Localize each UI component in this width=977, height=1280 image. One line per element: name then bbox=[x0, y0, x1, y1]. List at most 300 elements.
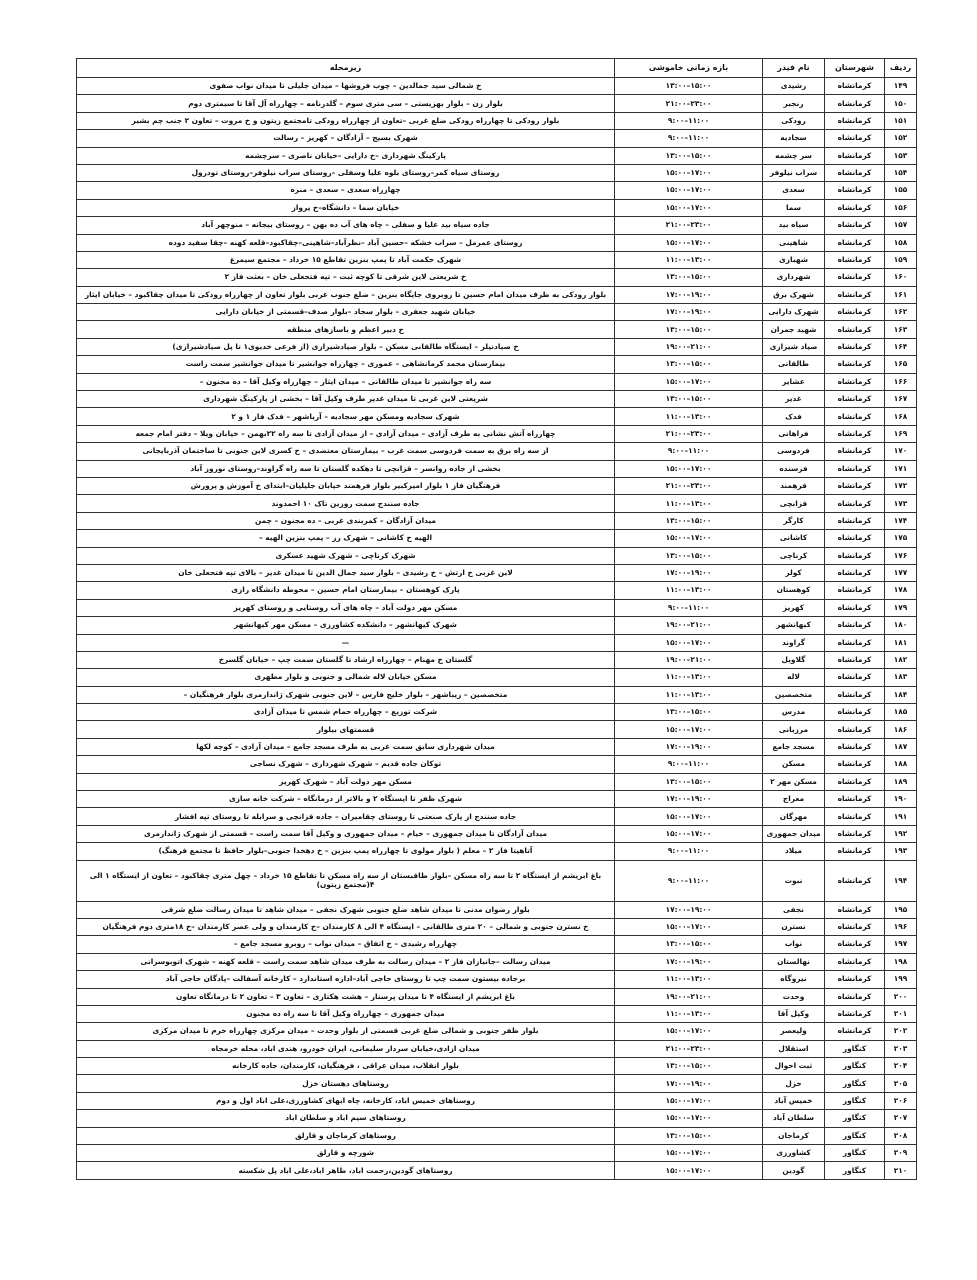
area-cell: روستای عمرمل – سراب خشکه –حسین آباد –نظرآباد–شاهینی–چقاکبود–قلعه کهنه –چقا سفید دوده bbox=[77, 234, 615, 251]
area-cell: شهرک بسیج – آزادگان – کهریز – رسالت bbox=[77, 130, 615, 147]
time-range-cell: ۱۵:۰۰–۱۷:۰۰ bbox=[615, 721, 763, 738]
city-cell: کرمانشاه bbox=[825, 356, 885, 373]
table-row bbox=[77, 738, 917, 755]
row-number-cell: ۱۷۱ bbox=[885, 460, 917, 477]
city-cell: کرمانشاه bbox=[825, 286, 885, 303]
time-range-cell: ۱۵:۰۰–۱۷:۰۰ bbox=[615, 460, 763, 477]
time-range-cell: ۱۵:۰۰–۱۷:۰۰ bbox=[615, 373, 763, 390]
row-number-cell: ۱۹۴ bbox=[885, 860, 917, 901]
feeder-cell: رشیدی bbox=[763, 78, 825, 95]
time-range-cell: ۹:۰۰–۱۱:۰۰ bbox=[615, 130, 763, 147]
time-range-cell: ۱۱:۰۰–۱۳:۰۰ bbox=[615, 971, 763, 988]
city-cell: کرمانشاه bbox=[825, 808, 885, 825]
table-row bbox=[77, 199, 917, 216]
time-range-cell: ۹:۰۰–۱۱:۰۰ bbox=[615, 599, 763, 616]
time-range-cell: ۱۹:۰۰–۲۱:۰۰ bbox=[615, 338, 763, 355]
area-cell: شهرک حکمت آباد تا پمپ بنزین تقاطع ۱۵ خرداد – مجتمع سیمرغ bbox=[77, 251, 615, 268]
city-cell: کرمانشاه bbox=[825, 164, 885, 181]
city-cell: کنگاور bbox=[825, 1145, 885, 1162]
time-range-cell: ۱۱:۰۰–۱۳:۰۰ bbox=[615, 582, 763, 599]
city-cell: کرمانشاه bbox=[825, 669, 885, 686]
area-cell: بلوار ظفر جنوبی و شمالی ضلع غربی قسمتی از بلوار وحدت – میدان مرکزی چهارراه خرم تا میدان مرکزی bbox=[77, 1023, 615, 1040]
table-row bbox=[77, 495, 917, 512]
row-number-cell: ۱۶۹ bbox=[885, 425, 917, 442]
city-cell: کنگاور bbox=[825, 1040, 885, 1057]
area-cell: مسکن خیابان لاله شمالی و جنوبی و بلوار مطهری bbox=[77, 669, 615, 686]
city-cell: کرمانشاه bbox=[825, 408, 885, 425]
area-cell: توکان جاده قدیم – شهرک شهرداری – شهرک نساجی bbox=[77, 756, 615, 773]
time-range-cell: ۱۵:۰۰–۱۷:۰۰ bbox=[615, 199, 763, 216]
city-cell: کرمانشاه bbox=[825, 825, 885, 842]
feeder-cell: فرهمند bbox=[763, 477, 825, 494]
city-cell: کرمانشاه bbox=[825, 512, 885, 529]
time-range-cell: ۱۱:۰۰–۱۳:۰۰ bbox=[615, 1005, 763, 1022]
area-cell: میدان آزادگان – کمربندی غربی – ده مجنون – چمن bbox=[77, 512, 615, 529]
city-cell: کرمانشاه bbox=[825, 704, 885, 721]
row-number-cell: ۱۷۸ bbox=[885, 582, 917, 599]
table-row bbox=[77, 773, 917, 790]
time-range-cell: ۱۳:۰۰–۱۵:۰۰ bbox=[615, 391, 763, 408]
row-number-cell: ۱۷۵ bbox=[885, 530, 917, 547]
row-number-cell: ۱۶۷ bbox=[885, 391, 917, 408]
area-cell: شهرک سجادیه ومسکن مهر سجادیه – آریاشهر – فدک فاز ۱ و ۲ bbox=[77, 408, 615, 425]
row-number-cell: ۱۵۷ bbox=[885, 217, 917, 234]
feeder-cell: سراب نیلوفر bbox=[763, 164, 825, 181]
row-number-cell: ۱۵۵ bbox=[885, 182, 917, 199]
time-range-cell: ۱۵:۰۰–۱۷:۰۰ bbox=[615, 1110, 763, 1127]
feeder-cell: شهید جمران bbox=[763, 321, 825, 338]
table-row bbox=[77, 391, 917, 408]
feeder-cell: شهرداری bbox=[763, 269, 825, 286]
area-cell: میدان رسالت –جانبازان فاز ۲ – میدان رسالت به طرف میدان شاهد سمت راست – قلعه کهنه – شهرک اتوبوسرانی bbox=[77, 953, 615, 970]
table-row bbox=[77, 1040, 917, 1057]
table-row bbox=[77, 147, 917, 164]
area-cell: متخصصین – زیباشهر – بلوار خلیج فارس – لاین جنوبی شهرک ژاندارمری بلوار فرهنگیان – bbox=[77, 686, 615, 703]
city-cell: کرمانشاه bbox=[825, 721, 885, 738]
feeder-cell: کرناچی bbox=[763, 547, 825, 564]
area-cell: میدان آزادگان تا میدان جمهوری – خیام – میدان جمهوری و وکیل آقا سمت راست – قسمتی از شهرک ژاندارمری bbox=[77, 825, 615, 842]
time-range-cell: ۱۱:۰۰–۱۳:۰۰ bbox=[615, 495, 763, 512]
area-cell: بلوار زن – بلوار بهزیستی – سی متری سوم – گلدرنامه – چهارراه آل آقا تا سیمتری دوم bbox=[77, 95, 615, 112]
area-cell: خ نسترن جنوبی و شمالی – ۲۰ متری طالقانی – ایستگاه ۴ الی ۸ کارمندان –خ کارمندان و ولی عصر کارمندان –خ ۱۸متری دوم فرهنگیان bbox=[77, 918, 615, 935]
time-range-cell: ۱۳:۰۰–۱۵:۰۰ bbox=[615, 1127, 763, 1144]
row-number-cell: ۱۶۶ bbox=[885, 373, 917, 390]
table-row bbox=[77, 988, 917, 1005]
time-range-cell: ۱۵:۰۰–۱۷:۰۰ bbox=[615, 530, 763, 547]
feeder-cell: مسکن bbox=[763, 756, 825, 773]
time-range-cell: ۱۹:۰۰–۲۱:۰۰ bbox=[615, 988, 763, 1005]
feeder-cell: وحدت bbox=[763, 988, 825, 1005]
row-number-cell: ۱۶۳ bbox=[885, 321, 917, 338]
time-range-cell: ۲۱:۰۰–۲۳:۰۰ bbox=[615, 95, 763, 112]
area-cell: باغ ابریشم از ایستگاه ۲ تا سه راه مسکن –بلوار طاقبستان از سه راه مسکن تا تقاطع ۱۵ خرداد – چهل متری چقاکبود – تعاون از ایستگاه ۱ الی ۴(مجتمع زیتون) bbox=[77, 860, 615, 901]
row-number-cell: ۱۵۴ bbox=[885, 164, 917, 181]
area-cell: روستاهای خمیس اباد، کارخانه، چاه ابهای کشاورزی،علی اباد اول و دوم bbox=[77, 1092, 615, 1109]
time-range-cell: ۹:۰۰–۱۱:۰۰ bbox=[615, 860, 763, 901]
row-number-cell: ۱۸۶ bbox=[885, 721, 917, 738]
table-row bbox=[77, 234, 917, 251]
area-cell: فرهنگیان فاز ۱ بلوار امیرکبیر بلوار فرهمند خیابان جلیلیان–ابتدای خ آموزش و پرورش bbox=[77, 477, 615, 494]
row-number-cell: ۱۵۶ bbox=[885, 199, 917, 216]
time-range-cell: ۹:۰۰–۱۱:۰۰ bbox=[615, 843, 763, 860]
row-number-cell: ۱۹۳ bbox=[885, 843, 917, 860]
area-cell: جاده سنندج از پارک صنعتی تا روستای چقامیران – جاده قزانچی و سرابله تا روستای تپه افشار bbox=[77, 808, 615, 825]
table-row bbox=[77, 112, 917, 129]
area-cell: روستاهای دهستان خزل bbox=[77, 1075, 615, 1092]
feeder-cell: ثبت احوال bbox=[763, 1058, 825, 1075]
area-cell: شهرک ظفر تا ایستگاه ۲ و بالاتر از درمانگاه – شرکت خانه سازی bbox=[77, 791, 615, 808]
area-cell: روستاهای کرماجان و قارلق bbox=[77, 1127, 615, 1144]
city-cell: کرمانشاه bbox=[825, 95, 885, 112]
area-cell: پارک کوهستان – بیمارستان امام حسین – محوطه دانشگاه رازی bbox=[77, 582, 615, 599]
row-number-cell: ۱۹۸ bbox=[885, 953, 917, 970]
city-cell: کرمانشاه bbox=[825, 443, 885, 460]
time-range-cell: ۱۳:۰۰–۱۵:۰۰ bbox=[615, 147, 763, 164]
table-row bbox=[77, 756, 917, 773]
row-number-cell: ۱۸۳ bbox=[885, 669, 917, 686]
time-range-cell: ۱۳:۰۰–۱۵:۰۰ bbox=[615, 1058, 763, 1075]
outage-schedule-sheet bbox=[76, 58, 916, 1180]
feeder-cell: نهالستان bbox=[763, 953, 825, 970]
city-cell: کرمانشاه bbox=[825, 756, 885, 773]
area-cell: خ دبیر اعظم و باسازهای منطقه bbox=[77, 321, 615, 338]
time-range-cell: ۹:۰۰–۱۱:۰۰ bbox=[615, 112, 763, 129]
row-number-cell: ۱۷۴ bbox=[885, 512, 917, 529]
feeder-cell: نسترن bbox=[763, 918, 825, 935]
table-row bbox=[77, 78, 917, 95]
time-range-cell: ۹:۰۰–۱۱:۰۰ bbox=[615, 443, 763, 460]
feeder-cell: نجفی bbox=[763, 901, 825, 918]
feeder-cell: معراج bbox=[763, 791, 825, 808]
time-range-cell: ۲۱:۰۰–۲۳:۰۰ bbox=[615, 477, 763, 494]
city-cell: کرمانشاه bbox=[825, 634, 885, 651]
feeder-cell: گودین bbox=[763, 1162, 825, 1179]
row-number-cell: ۱۴۹ bbox=[885, 78, 917, 95]
area-cell: بیمارستان محمد کرمانشاهی – عموری – چهارراه جوانشیر تا میدان جوانشیر سمت راست bbox=[77, 356, 615, 373]
city-cell: کرمانشاه bbox=[825, 78, 885, 95]
feeder-cell: شهبازی bbox=[763, 251, 825, 268]
time-range-cell: ۱۹:۰۰–۲۱:۰۰ bbox=[615, 651, 763, 668]
row-number-cell: ۱۵۳ bbox=[885, 147, 917, 164]
city-cell: کرمانشاه bbox=[825, 651, 885, 668]
time-range-cell: ۱۱:۰۰–۱۳:۰۰ bbox=[615, 251, 763, 268]
area-cell: مسکن مهر دولت آباد – شهرک کهریز bbox=[77, 773, 615, 790]
city-cell: کرمانشاه bbox=[825, 477, 885, 494]
time-range-cell: ۱۳:۰۰–۱۵:۰۰ bbox=[615, 78, 763, 95]
area-cell: جاده سیاه بید علیا و سفلی – چاه های آب ده بهن – روستای بیجانه – منوچهر آباد bbox=[77, 217, 615, 234]
city-cell: کنگاور bbox=[825, 1058, 885, 1075]
table-row bbox=[77, 634, 917, 651]
row-number-cell: ۱۹۲ bbox=[885, 825, 917, 842]
feeder-cell: میلاد bbox=[763, 843, 825, 860]
table-row bbox=[77, 460, 917, 477]
feeder-cell: فدک bbox=[763, 408, 825, 425]
header-feeder: نام فیدر bbox=[763, 59, 825, 78]
feeder-cell: مهرگان bbox=[763, 808, 825, 825]
feeder-cell: لاله bbox=[763, 669, 825, 686]
feeder-cell: نواب bbox=[763, 936, 825, 953]
city-cell: کرمانشاه bbox=[825, 251, 885, 268]
area-cell: بلوار رودکی به طرف میدان امام حسین تا روبروی جایگاه بنزین – ضلع جنوب غربی بلوار تعاون از چهارراه رودکی تا میدان چقاکبود – خیابان ایثار bbox=[77, 286, 615, 303]
area-cell: چهارراه آتش نشانی به طرف آزادی – میدان آزادی – از میدان آزادی تا سه راه ۲۲بهمن – خیابان ویلا – دفتر امام جمعه bbox=[77, 425, 615, 442]
table-row bbox=[77, 825, 917, 842]
area-cell: شرکت توزیع – چهارراه حمام شمس تا میدان آزادی bbox=[77, 704, 615, 721]
time-range-cell: ۱۷:۰۰–۱۹:۰۰ bbox=[615, 791, 763, 808]
table-row bbox=[77, 425, 917, 442]
table-row bbox=[77, 1092, 917, 1109]
feeder-cell: مسکن مهر ۲ bbox=[763, 773, 825, 790]
time-range-cell: ۱۳:۰۰–۱۵:۰۰ bbox=[615, 356, 763, 373]
table-row bbox=[77, 251, 917, 268]
row-number-cell: ۱۷۶ bbox=[885, 547, 917, 564]
header-row-number: ردیف bbox=[885, 59, 917, 78]
table-row bbox=[77, 1145, 917, 1162]
city-cell: کرمانشاه bbox=[825, 918, 885, 935]
feeder-cell: فرسنده bbox=[763, 460, 825, 477]
table-row bbox=[77, 791, 917, 808]
outage-table bbox=[76, 58, 917, 1180]
time-range-cell: ۱۵:۰۰–۱۷:۰۰ bbox=[615, 182, 763, 199]
city-cell: کرمانشاه bbox=[825, 1005, 885, 1022]
time-range-cell: ۱۷:۰۰–۱۹:۰۰ bbox=[615, 564, 763, 581]
table-row bbox=[77, 182, 917, 199]
row-number-cell: ۱۸۰ bbox=[885, 617, 917, 634]
table-row bbox=[77, 1058, 917, 1075]
row-number-cell: ۱۵۲ bbox=[885, 130, 917, 147]
table-row bbox=[77, 901, 917, 918]
feeder-cell: قزانچی bbox=[763, 495, 825, 512]
city-cell: کرمانشاه bbox=[825, 843, 885, 860]
feeder-cell: خمیس آباد bbox=[763, 1092, 825, 1109]
time-range-cell: ۱۵:۰۰–۱۷:۰۰ bbox=[615, 808, 763, 825]
row-number-cell: ۱۹۷ bbox=[885, 936, 917, 953]
time-range-cell: ۱۵:۰۰–۱۷:۰۰ bbox=[615, 1145, 763, 1162]
table-row bbox=[77, 1023, 917, 1040]
table-row bbox=[77, 686, 917, 703]
header-area: زیرمحله bbox=[77, 59, 615, 78]
row-number-cell: ۱۶۰ bbox=[885, 269, 917, 286]
table-row bbox=[77, 512, 917, 529]
table-body bbox=[77, 78, 917, 1180]
table-row bbox=[77, 669, 917, 686]
time-range-cell: ۱۹:۰۰–۲۱:۰۰ bbox=[615, 617, 763, 634]
time-range-cell: ۱۱:۰۰–۱۳:۰۰ bbox=[615, 669, 763, 686]
city-cell: کرمانشاه bbox=[825, 936, 885, 953]
city-cell: کنگاور bbox=[825, 1075, 885, 1092]
table-row bbox=[77, 953, 917, 970]
city-cell: کرمانشاه bbox=[825, 130, 885, 147]
table-row bbox=[77, 564, 917, 581]
row-number-cell: ۱۷۰ bbox=[885, 443, 917, 460]
city-cell: کرمانشاه bbox=[825, 495, 885, 512]
table-row bbox=[77, 918, 917, 935]
city-cell: کرمانشاه bbox=[825, 321, 885, 338]
time-range-cell: ۱۳:۰۰–۱۵:۰۰ bbox=[615, 936, 763, 953]
feeder-cell: گراوند bbox=[763, 634, 825, 651]
area-cell: بلوار رودکی تا چهارراه رودکی ضلع غربی –تعاون از چهارراه رودکی تامجتمع زیتون و خ مروت – تعاون ۲ جنب چم بشیر bbox=[77, 112, 615, 129]
header-time: بازه زمانی خاموشی bbox=[615, 59, 763, 78]
area-cell: شهرک کیهانشهر – دانشکده کشاورزی – مسکن مهر کیهانشهر bbox=[77, 617, 615, 634]
row-number-cell: ۱۷۹ bbox=[885, 599, 917, 616]
feeder-cell: استقلال bbox=[763, 1040, 825, 1057]
row-number-cell: ۱۹۰ bbox=[885, 791, 917, 808]
city-cell: کرمانشاه bbox=[825, 738, 885, 755]
row-number-cell: ۱۸۴ bbox=[885, 686, 917, 703]
feeder-cell: سما bbox=[763, 199, 825, 216]
time-range-cell: ۱۵:۰۰–۱۷:۰۰ bbox=[615, 634, 763, 651]
time-range-cell: ۱۵:۰۰–۱۷:۰۰ bbox=[615, 918, 763, 935]
row-number-cell: ۱۵۸ bbox=[885, 234, 917, 251]
area-cell: باغ ابریشم از ایستگاه ۴ تا میدان پرستار – هشت هکتاری – تعاون ۳ – تعاون ۲ تا درمانگاه تعاون bbox=[77, 988, 615, 1005]
area-cell: شهرک کرناچی – شهرک شهید عسکری bbox=[77, 547, 615, 564]
feeder-cell: مرزبانی bbox=[763, 721, 825, 738]
feeder-cell: کارگر bbox=[763, 512, 825, 529]
feeder-cell: شهرک برق bbox=[763, 286, 825, 303]
feeder-cell: مدرس bbox=[763, 704, 825, 721]
city-cell: کرمانشاه bbox=[825, 599, 885, 616]
area-cell: جاده سنندج سمت روزین تاک ۱۰ احمدوند bbox=[77, 495, 615, 512]
table-row bbox=[77, 1110, 917, 1127]
time-range-cell: ۱۳:۰۰–۱۵:۰۰ bbox=[615, 773, 763, 790]
feeder-cell: سیاه بید bbox=[763, 217, 825, 234]
table-row bbox=[77, 547, 917, 564]
area-cell: میدان شهرداری سابق سمت غربی به طرف مسجد جامع – میدان آزادی – کوچه لکها bbox=[77, 738, 615, 755]
row-number-cell: ۱۶۵ bbox=[885, 356, 917, 373]
row-number-cell: ۲۰۶ bbox=[885, 1092, 917, 1109]
city-cell: کرمانشاه bbox=[825, 530, 885, 547]
table-row bbox=[77, 860, 917, 901]
area-cell: شریعتی لاین غربی تا میدان غدیر طرف وکیل آقا – بخشی از پارکینگ شهرداری bbox=[77, 391, 615, 408]
row-number-cell: ۲۰۹ bbox=[885, 1145, 917, 1162]
time-range-cell: ۱۳:۰۰–۱۵:۰۰ bbox=[615, 269, 763, 286]
area-cell: میدان جمهوری – چهارراه وکیل آقا تا سه راه ده مجنون bbox=[77, 1005, 615, 1022]
feeder-cell: طالقانی bbox=[763, 356, 825, 373]
city-cell: کرمانشاه bbox=[825, 971, 885, 988]
table-row bbox=[77, 1162, 917, 1179]
row-number-cell: ۱۸۷ bbox=[885, 738, 917, 755]
feeder-cell: سر چشمه bbox=[763, 147, 825, 164]
city-cell: کرمانشاه bbox=[825, 217, 885, 234]
area-cell: گلستان خ مهنام – چهارراه ارشاد تا گلستان سمت چپ – خیابان گلسرخ bbox=[77, 651, 615, 668]
city-cell: کرمانشاه bbox=[825, 686, 885, 703]
row-number-cell: ۱۶۴ bbox=[885, 338, 917, 355]
table-row bbox=[77, 843, 917, 860]
area-cell: بخشی از جاده روانسر – قزانچی تا دهکده گلستان تا سه راه گراوند–روستای نوروز آباد bbox=[77, 460, 615, 477]
row-number-cell: ۱۵۹ bbox=[885, 251, 917, 268]
table-row bbox=[77, 164, 917, 181]
row-number-cell: ۲۰۴ bbox=[885, 1058, 917, 1075]
row-number-cell: ۱۸۲ bbox=[885, 651, 917, 668]
area-cell: خ شریعتی لاین شرقی تا کوچه ثبت – تپه فتحعلی خان – بعثت فاز ۲ bbox=[77, 269, 615, 286]
table-row bbox=[77, 617, 917, 634]
feeder-cell: کیهانشهر bbox=[763, 617, 825, 634]
row-number-cell: ۱۶۲ bbox=[885, 304, 917, 321]
city-cell: کرمانشاه bbox=[825, 860, 885, 901]
row-number-cell: ۲۰۱ bbox=[885, 1005, 917, 1022]
table-row bbox=[77, 530, 917, 547]
table-row bbox=[77, 936, 917, 953]
city-cell: کرمانشاه bbox=[825, 791, 885, 808]
city-cell: کنگاور bbox=[825, 1092, 885, 1109]
city-cell: کنگاور bbox=[825, 1110, 885, 1127]
area-cell: بلوار رضوان مدنی تا میدان شاهد ضلع جنوبی شهرک نجفی – میدان شاهد تا میدان رسالت ضلع شرقی bbox=[77, 901, 615, 918]
feeder-cell: کشاورزی bbox=[763, 1145, 825, 1162]
feeder-cell: سلطان آباد bbox=[763, 1110, 825, 1127]
table-row bbox=[77, 1005, 917, 1022]
table-row bbox=[77, 1127, 917, 1144]
time-range-cell: ۱۵:۰۰–۱۷:۰۰ bbox=[615, 825, 763, 842]
table-row bbox=[77, 321, 917, 338]
time-range-cell: ۲۱:۰۰–۲۳:۰۰ bbox=[615, 217, 763, 234]
feeder-cell: میدان جمهوری bbox=[763, 825, 825, 842]
row-number-cell: ۱۹۶ bbox=[885, 918, 917, 935]
row-number-cell: ۱۹۱ bbox=[885, 808, 917, 825]
area-cell: الهیه خ کاشانی – شهرک رز – پمپ بنزین الهیه – bbox=[77, 530, 615, 547]
table-row bbox=[77, 477, 917, 494]
feeder-cell: مسجد جامع bbox=[763, 738, 825, 755]
city-cell: کرمانشاه bbox=[825, 269, 885, 286]
row-number-cell: ۱۸۸ bbox=[885, 756, 917, 773]
table-row bbox=[77, 373, 917, 390]
table-row bbox=[77, 582, 917, 599]
table-row bbox=[77, 304, 917, 321]
time-range-cell: ۱۷:۰۰–۱۹:۰۰ bbox=[615, 738, 763, 755]
time-range-cell: ۲۱:۰۰–۲۳:۰۰ bbox=[615, 1040, 763, 1057]
table-row bbox=[77, 95, 917, 112]
feeder-cell: فراهانی bbox=[763, 425, 825, 442]
row-number-cell: ۱۶۸ bbox=[885, 408, 917, 425]
city-cell: کرمانشاه bbox=[825, 460, 885, 477]
feeder-cell: نیروگاه bbox=[763, 971, 825, 988]
row-number-cell: ۱۷۳ bbox=[885, 495, 917, 512]
feeder-cell: کولر bbox=[763, 564, 825, 581]
row-number-cell: ۲۰۸ bbox=[885, 1127, 917, 1144]
city-cell: کرمانشاه bbox=[825, 112, 885, 129]
row-number-cell: ۱۹۵ bbox=[885, 901, 917, 918]
city-cell: کرمانشاه bbox=[825, 564, 885, 581]
feeder-cell: سعدی bbox=[763, 182, 825, 199]
feeder-cell: شهرک دارایی bbox=[763, 304, 825, 321]
time-range-cell: ۱۵:۰۰–۱۷:۰۰ bbox=[615, 164, 763, 181]
feeder-cell: کوهستان bbox=[763, 582, 825, 599]
feeder-cell: رودکی bbox=[763, 112, 825, 129]
row-number-cell: ۲۰۵ bbox=[885, 1075, 917, 1092]
feeder-cell: وکیل آقا bbox=[763, 1005, 825, 1022]
city-cell: کرمانشاه bbox=[825, 547, 885, 564]
area-cell: روستاهای سیم اباد و سلطان اباد bbox=[77, 1110, 615, 1127]
area-cell: آتاهیتا فاز ۲ – معلم ( بلوار مولوی تا چهارراه پمپ بنزین – خ دهخدا جنوبی–بلوار حافظ تا مجتمع فرهنگ) bbox=[77, 843, 615, 860]
feeder-cell: غدیر bbox=[763, 391, 825, 408]
time-range-cell: ۱۷:۰۰–۱۹:۰۰ bbox=[615, 286, 763, 303]
time-range-cell: ۱۵:۰۰–۱۷:۰۰ bbox=[615, 1023, 763, 1040]
feeder-cell: کرماجان bbox=[763, 1127, 825, 1144]
table-row bbox=[77, 721, 917, 738]
city-cell: کرمانشاه bbox=[825, 391, 885, 408]
time-range-cell: ۱۱:۰۰–۱۳:۰۰ bbox=[615, 686, 763, 703]
city-cell: کرمانشاه bbox=[825, 234, 885, 251]
table-row bbox=[77, 971, 917, 988]
header-city: شهرستان bbox=[825, 59, 885, 78]
time-range-cell: ۱۷:۰۰–۱۹:۰۰ bbox=[615, 901, 763, 918]
area-cell: مسکن مهر دولت آباد – چاه های آب روستایی و روستای کهریز bbox=[77, 599, 615, 616]
city-cell: کرمانشاه bbox=[825, 147, 885, 164]
area-cell: شورچه و قارلق bbox=[77, 1145, 615, 1162]
time-range-cell: ۱۷:۰۰–۱۹:۰۰ bbox=[615, 1075, 763, 1092]
city-cell: کرمانشاه bbox=[825, 304, 885, 321]
city-cell: کرمانشاه bbox=[825, 338, 885, 355]
area-cell: پارکینگ شهرداری –خ دارایی –خیابان ناصری – سرچشمه bbox=[77, 147, 615, 164]
row-number-cell: ۱۷۲ bbox=[885, 477, 917, 494]
